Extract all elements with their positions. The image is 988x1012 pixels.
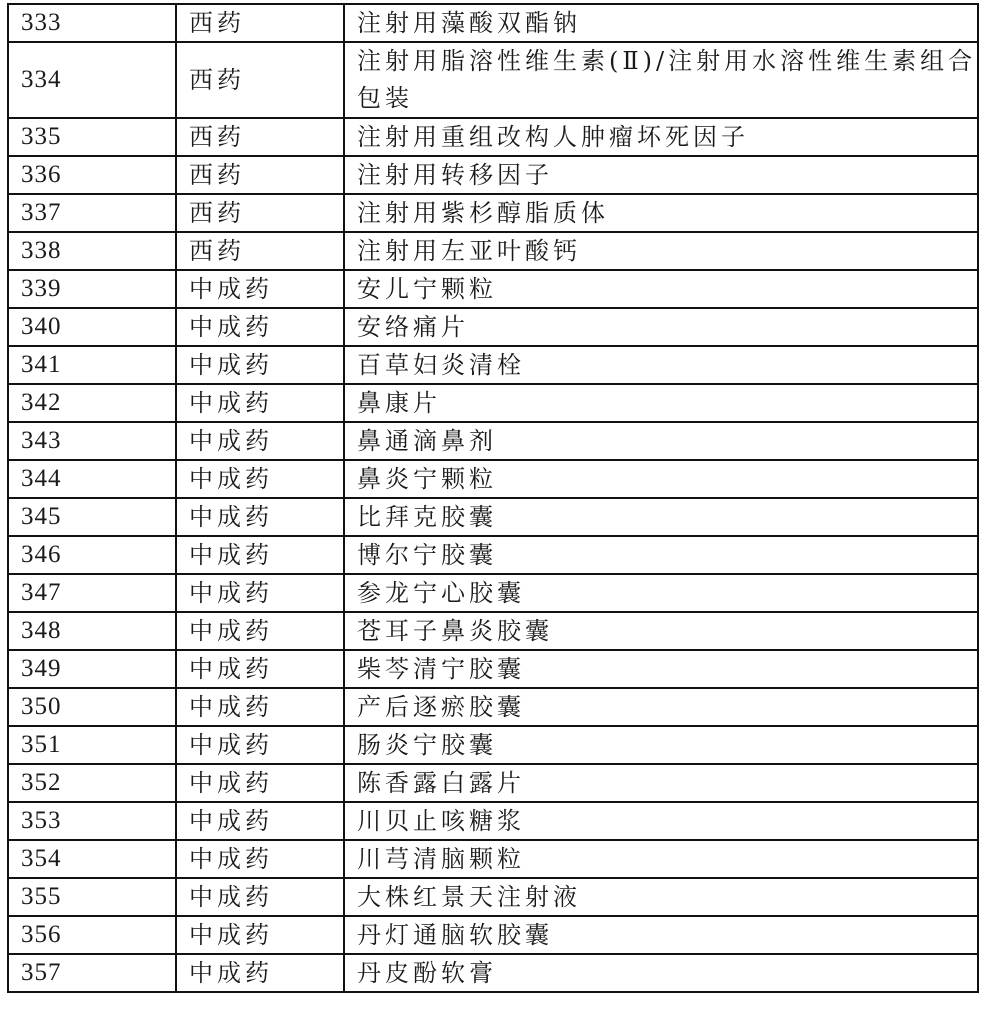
drug-name: 川贝止咳糖浆 bbox=[344, 802, 978, 840]
row-number: 344 bbox=[8, 460, 176, 498]
drug-list-sheet bbox=[7, 3, 979, 993]
drug-category: 西药 bbox=[176, 42, 344, 118]
drug-category: 中成药 bbox=[176, 802, 344, 840]
row-number: 348 bbox=[8, 612, 176, 650]
drug-category: 西药 bbox=[176, 156, 344, 194]
drug-name: 柴芩清宁胶囊 bbox=[344, 650, 978, 688]
row-number: 343 bbox=[8, 422, 176, 460]
row-number: 354 bbox=[8, 840, 176, 878]
drug-name: 安络痛片 bbox=[344, 308, 978, 346]
drug-name: 百草妇炎清栓 bbox=[344, 346, 978, 384]
row-number: 347 bbox=[8, 574, 176, 612]
drug-name: 川芎清脑颗粒 bbox=[344, 840, 978, 878]
row-number: 335 bbox=[8, 118, 176, 156]
row-number: 346 bbox=[8, 536, 176, 574]
drug-name: 注射用左亚叶酸钙 bbox=[344, 232, 978, 270]
drug-name: 大株红景天注射液 bbox=[344, 878, 978, 916]
drug-category: 中成药 bbox=[176, 688, 344, 726]
table-row bbox=[8, 688, 978, 726]
drug-category: 中成药 bbox=[176, 574, 344, 612]
drug-name: 丹皮酚软膏 bbox=[344, 954, 978, 992]
drug-category: 中成药 bbox=[176, 726, 344, 764]
drug-category: 中成药 bbox=[176, 270, 344, 308]
drug-category: 中成药 bbox=[176, 422, 344, 460]
row-number: 351 bbox=[8, 726, 176, 764]
table-row bbox=[8, 156, 978, 194]
table-row bbox=[8, 650, 978, 688]
row-number: 336 bbox=[8, 156, 176, 194]
drug-category: 中成药 bbox=[176, 764, 344, 802]
row-number: 353 bbox=[8, 802, 176, 840]
row-number: 337 bbox=[8, 194, 176, 232]
drug-name: 博尔宁胶囊 bbox=[344, 536, 978, 574]
drug-category: 中成药 bbox=[176, 460, 344, 498]
row-number: 355 bbox=[8, 878, 176, 916]
drug-name: 注射用紫杉醇脂质体 bbox=[344, 194, 978, 232]
row-number: 357 bbox=[8, 954, 176, 992]
table-row bbox=[8, 802, 978, 840]
drug-category: 中成药 bbox=[176, 650, 344, 688]
drug-category: 中成药 bbox=[176, 308, 344, 346]
drug-category: 西药 bbox=[176, 118, 344, 156]
drug-category: 西药 bbox=[176, 4, 344, 42]
table-row bbox=[8, 612, 978, 650]
table-row bbox=[8, 916, 978, 954]
row-number: 342 bbox=[8, 384, 176, 422]
drug-name: 产后逐瘀胶囊 bbox=[344, 688, 978, 726]
row-number: 334 bbox=[8, 42, 176, 118]
table-row bbox=[8, 346, 978, 384]
drug-name: 鼻炎宁颗粒 bbox=[344, 460, 978, 498]
row-number: 356 bbox=[8, 916, 176, 954]
table-row bbox=[8, 118, 978, 156]
table-row bbox=[8, 574, 978, 612]
drug-category: 西药 bbox=[176, 232, 344, 270]
drug-category: 中成药 bbox=[176, 536, 344, 574]
drug-category: 中成药 bbox=[176, 612, 344, 650]
row-number: 341 bbox=[8, 346, 176, 384]
drug-category: 中成药 bbox=[176, 954, 344, 992]
row-number: 345 bbox=[8, 498, 176, 536]
drug-name: 鼻通滴鼻剂 bbox=[344, 422, 978, 460]
table-row bbox=[8, 270, 978, 308]
table-row bbox=[8, 308, 978, 346]
drug-name: 注射用转移因子 bbox=[344, 156, 978, 194]
drug-name: 安儿宁颗粒 bbox=[344, 270, 978, 308]
drug-category: 中成药 bbox=[176, 916, 344, 954]
drug-name: 注射用脂溶性维生素(Ⅱ)/注射用水溶性维生素组合包装 bbox=[344, 42, 978, 118]
row-number: 352 bbox=[8, 764, 176, 802]
row-number: 338 bbox=[8, 232, 176, 270]
table-row bbox=[8, 460, 978, 498]
table-row bbox=[8, 4, 978, 42]
table-row bbox=[8, 878, 978, 916]
drug-category: 中成药 bbox=[176, 498, 344, 536]
table-row bbox=[8, 954, 978, 992]
table-row bbox=[8, 422, 978, 460]
table-row bbox=[8, 764, 978, 802]
table-row bbox=[8, 194, 978, 232]
row-number: 333 bbox=[8, 4, 176, 42]
table-row bbox=[8, 384, 978, 422]
table-row bbox=[8, 42, 978, 118]
row-number: 339 bbox=[8, 270, 176, 308]
drug-name: 注射用藻酸双酯钠 bbox=[344, 4, 978, 42]
drug-category: 中成药 bbox=[176, 384, 344, 422]
table-row bbox=[8, 840, 978, 878]
table-row bbox=[8, 498, 978, 536]
drug-name: 注射用重组改构人肿瘤坏死因子 bbox=[344, 118, 978, 156]
drug-category: 中成药 bbox=[176, 878, 344, 916]
drug-name: 苍耳子鼻炎胶囊 bbox=[344, 612, 978, 650]
drug-name: 陈香露白露片 bbox=[344, 764, 978, 802]
row-number: 350 bbox=[8, 688, 176, 726]
drug-name: 丹灯通脑软胶囊 bbox=[344, 916, 978, 954]
table-row bbox=[8, 232, 978, 270]
drug-name: 参龙宁心胶囊 bbox=[344, 574, 978, 612]
drug-name: 鼻康片 bbox=[344, 384, 978, 422]
table-row bbox=[8, 726, 978, 764]
drug-category: 中成药 bbox=[176, 346, 344, 384]
drug-category: 西药 bbox=[176, 194, 344, 232]
drug-list-table bbox=[7, 3, 979, 993]
row-number: 340 bbox=[8, 308, 176, 346]
drug-category: 中成药 bbox=[176, 840, 344, 878]
table-row bbox=[8, 536, 978, 574]
drug-name: 比拜克胶囊 bbox=[344, 498, 978, 536]
drug-name: 肠炎宁胶囊 bbox=[344, 726, 978, 764]
row-number: 349 bbox=[8, 650, 176, 688]
